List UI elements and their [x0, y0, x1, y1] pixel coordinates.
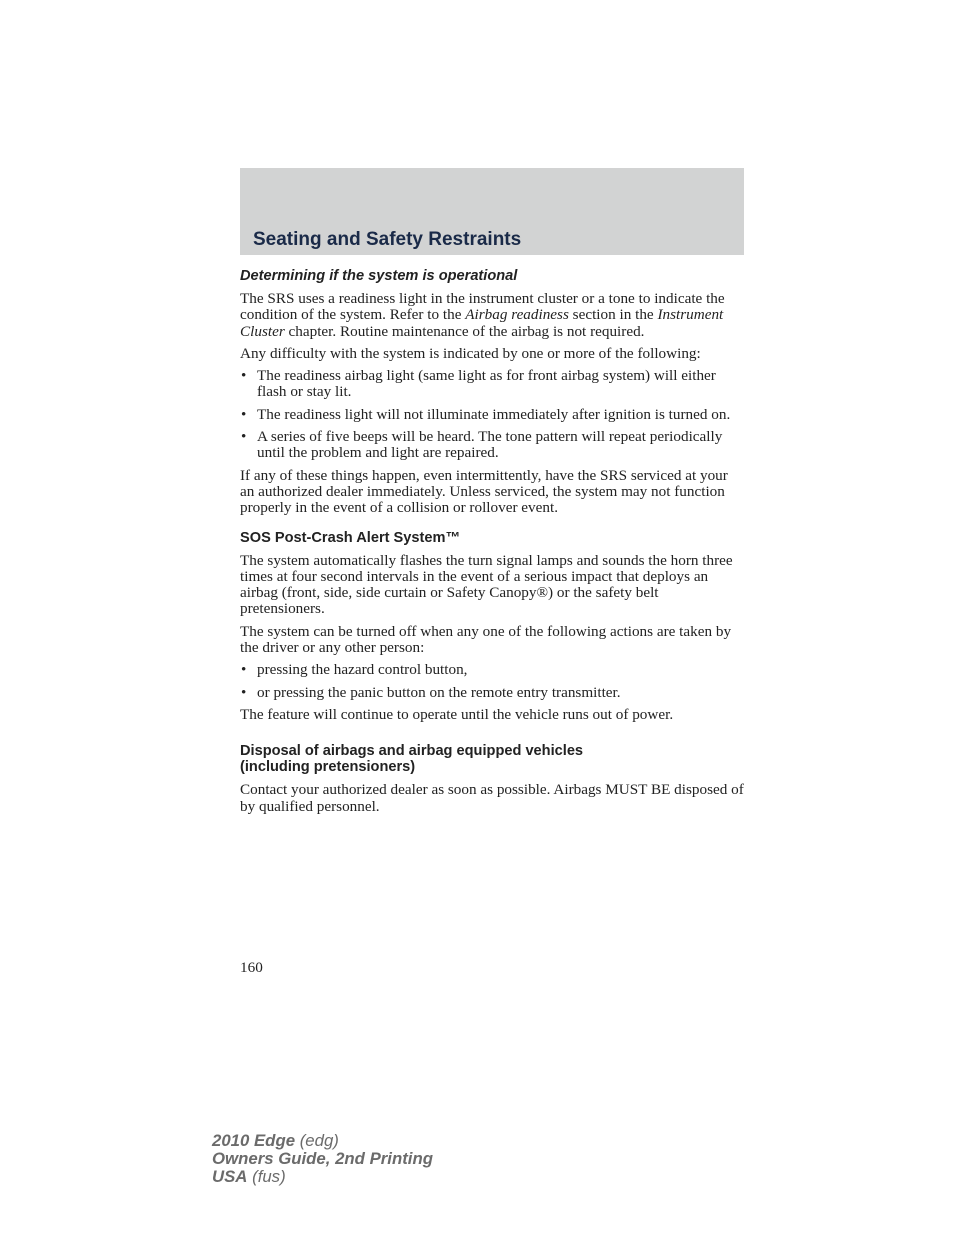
heading-disposal	[240, 743, 744, 775]
paragraph-difficulty: Any difficulty with the system is indicated by one or more of the following:	[240, 344, 701, 362]
bullet-list-actions	[240, 662, 744, 701]
paragraph-sos-turn-off: The system can be turned off when any one of the following actions are taken by the driver or any other person:	[240, 622, 732, 657]
paragraph-sos-description: The system automatically flashes the turn signal lamps and sounds the horn three times at four second intervals in the event of a serious impact that deploys an airbag (front, side, side curtain or Safety Canopy®) or the safety belt pretensioners.	[240, 551, 733, 618]
paragraph-sos-power: The feature will continue to operate until the vehicle runs out of power.	[240, 705, 674, 723]
text-run: The SRS uses a readiness light in the instrument cluster or a tone to indicate the condition of the system. Refer to the	[240, 290, 725, 324]
list-item: • The readiness airbag light (same light as for front airbag system) will either flash or stay lit.	[240, 368, 744, 401]
footer-model-name: 2010 Edge	[212, 1131, 296, 1150]
page-number: 160	[240, 959, 263, 976]
reference-airbag-readiness: Airbag readiness	[465, 306, 569, 324]
page-content	[240, 268, 744, 821]
list-item: • A series of five beeps will be heard. The tone pattern will repeat periodically until the problem and light are repaired.	[240, 429, 744, 462]
text-run: chapter. Routine maintenance of the airbag is not required.	[284, 322, 645, 340]
reference-instrument-cluster: Instrument Cluster	[240, 306, 724, 340]
list-item: • or pressing the panic button on the remote entry transmitter.	[240, 685, 744, 701]
list-item: • pressing the hazard control button,	[240, 662, 744, 678]
paragraph-disposal: Contact your authorized dealer as soon as possible. Airbags MUST BE disposed of by qualified personnel.	[240, 781, 744, 815]
footer-line-market	[212, 1168, 433, 1186]
document-footer	[212, 1132, 433, 1186]
section-header-band	[240, 168, 744, 255]
text-run: section in the	[568, 306, 658, 324]
heading-line: (including pretensioners)	[240, 759, 416, 776]
paragraph-service-srs: If any of these things happen, even intermittently, have the SRS serviced at your an authorized dealer immediately. Unless serviced, the system may not function properly in the event of a collision or rollover event.	[240, 466, 728, 517]
footer-model-code: (edg)	[295, 1131, 339, 1150]
section-title: Seating and Safety Restraints	[253, 229, 522, 250]
footer-market-code: (fus)	[247, 1167, 286, 1186]
heading-system-operational: Determining if the system is operational	[240, 268, 518, 284]
heading-line: Disposal of airbags and airbag equipped vehicles	[240, 743, 584, 760]
footer-line-model	[212, 1132, 433, 1150]
bullet-list-indicators	[240, 368, 744, 461]
paragraph-srs-readiness	[240, 291, 744, 340]
list-item: • The readiness light will not illuminate immediately after ignition is turned on.	[240, 407, 744, 423]
footer-line-guide: Owners Guide, 2nd Printing	[212, 1149, 433, 1168]
footer-market-name: USA	[212, 1167, 248, 1186]
heading-sos-post-crash: SOS Post-Crash Alert System™	[240, 529, 461, 546]
